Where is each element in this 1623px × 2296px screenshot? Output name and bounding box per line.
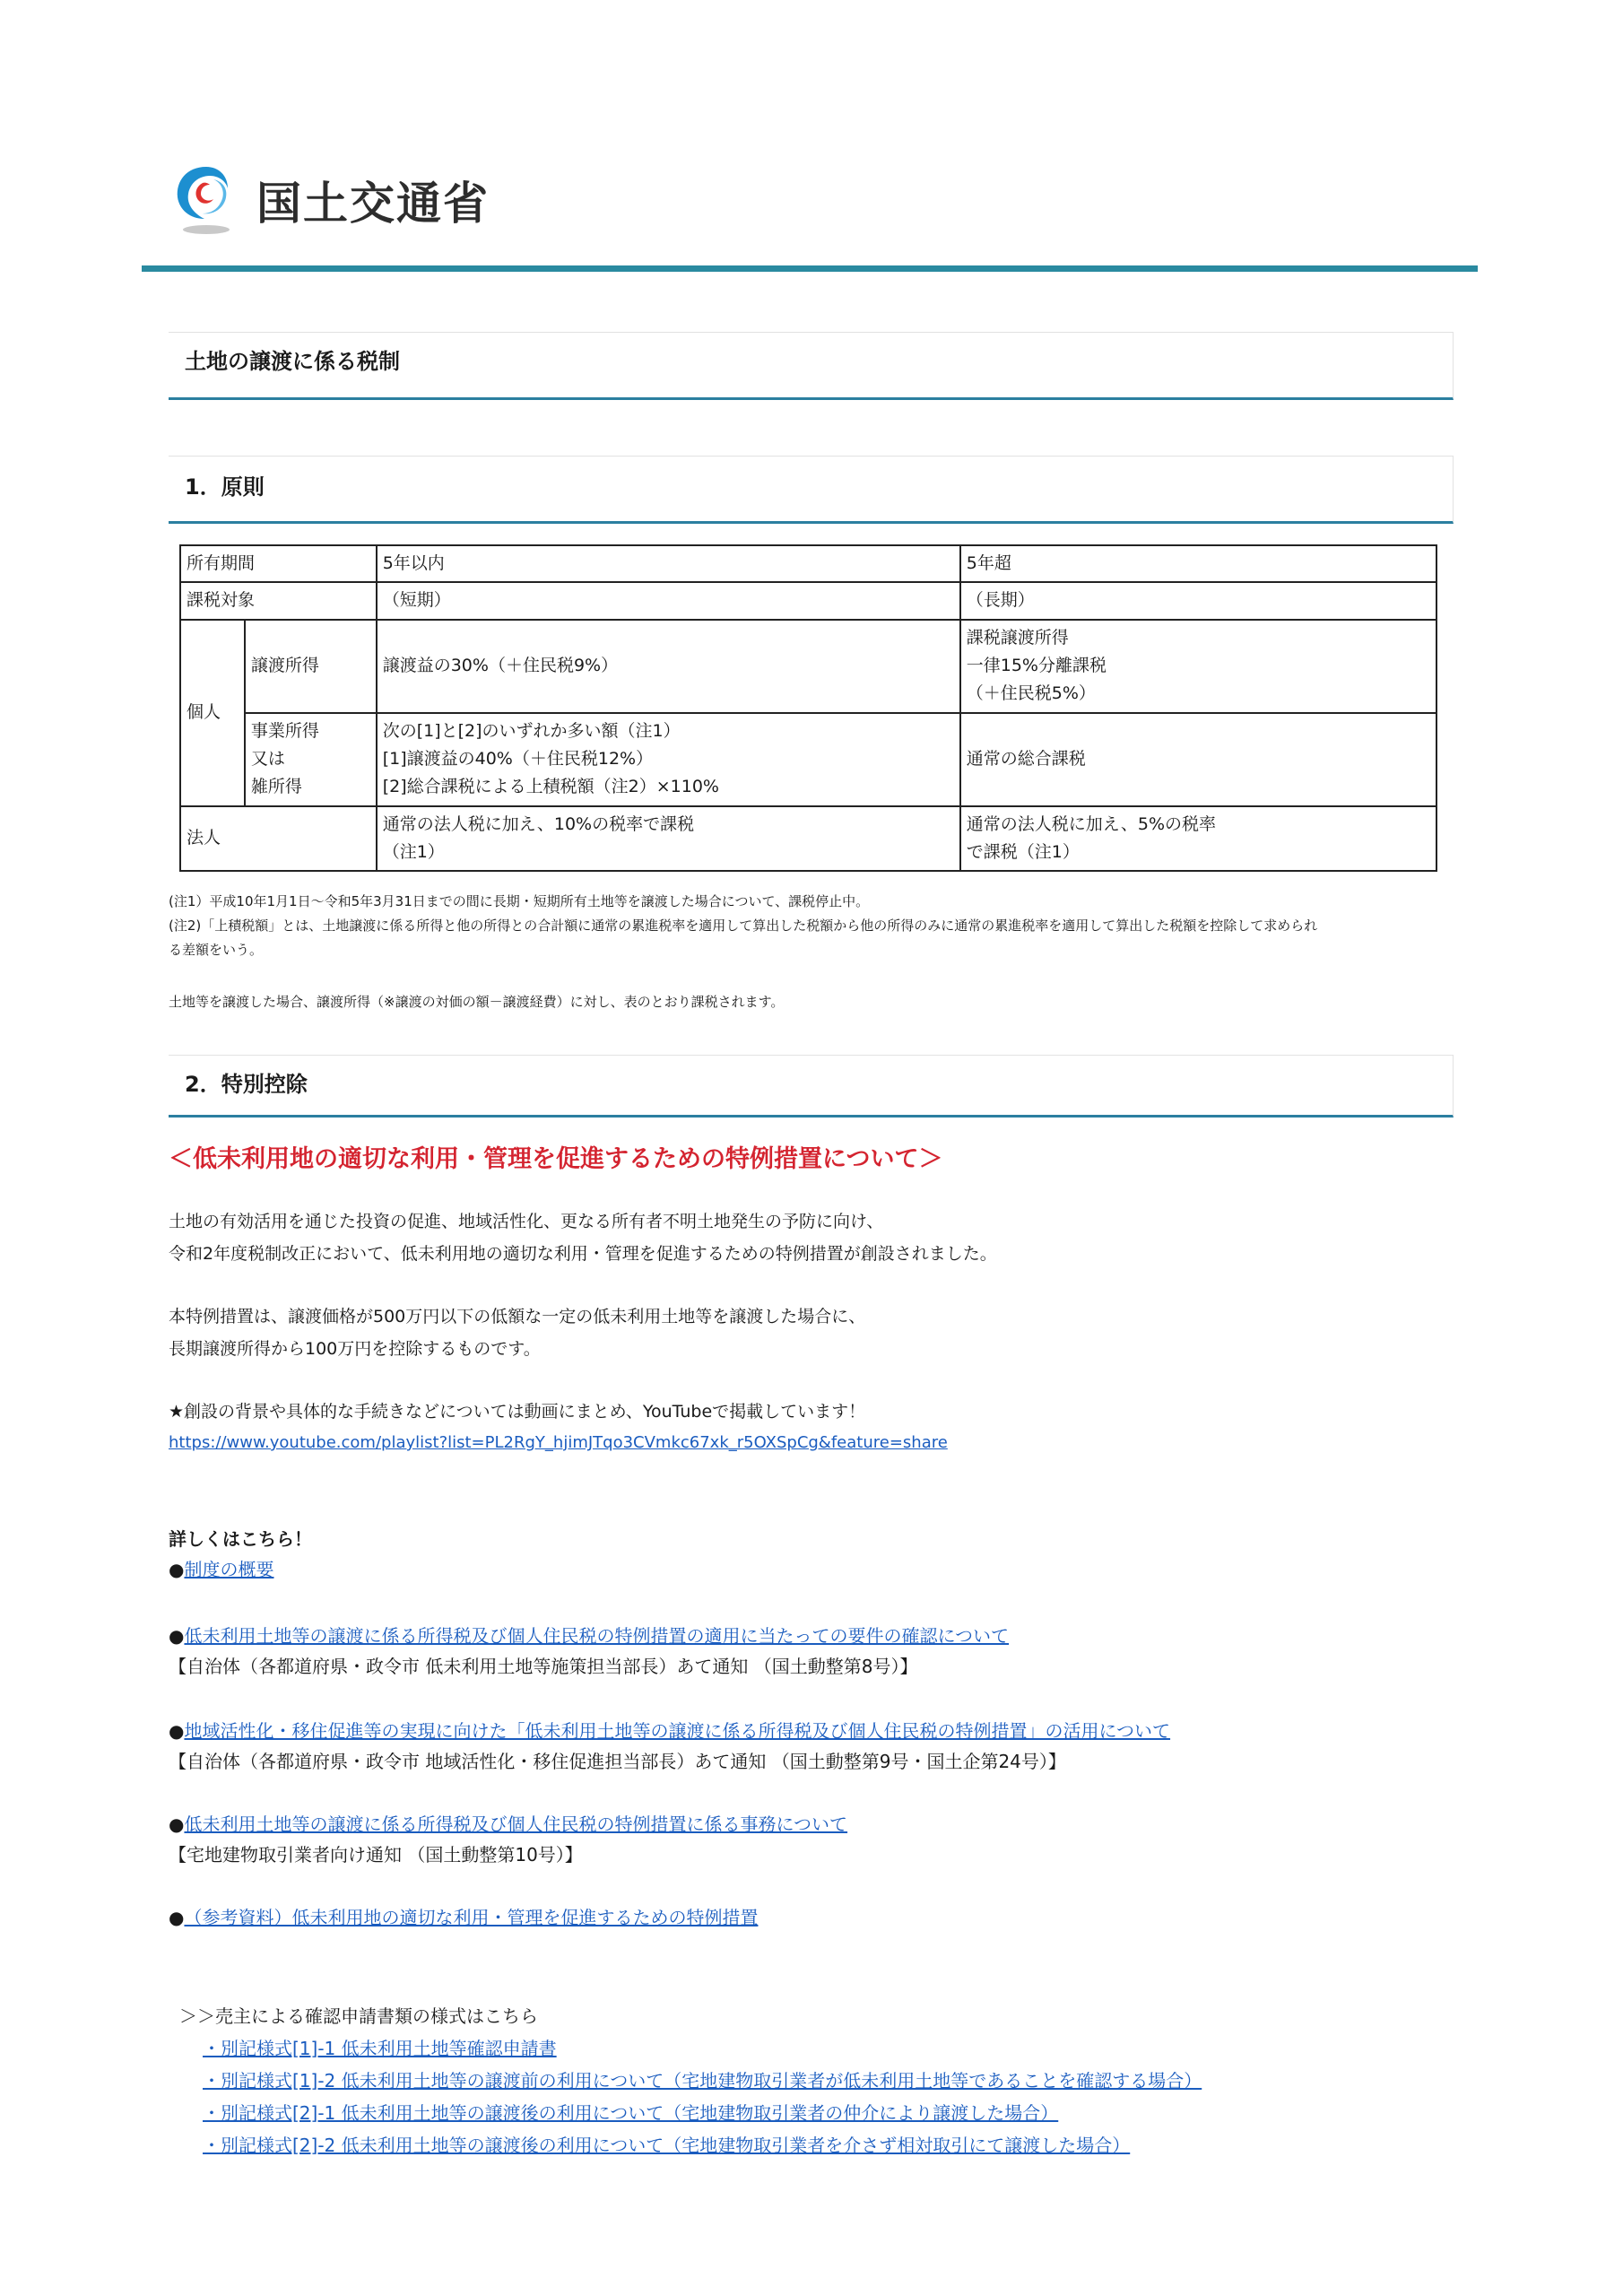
section-2-header [169, 1055, 1454, 1118]
section-1-header [169, 456, 1454, 524]
cell-period-long: 5年超 [960, 545, 1436, 582]
cell-target-label: 課税対象 [180, 582, 377, 619]
page-title-box [169, 332, 1454, 400]
list-item [169, 1555, 273, 1581]
header-divider [142, 265, 1478, 272]
note-2-cont: る差額をいう。 [169, 942, 264, 958]
cell-target-long: （長期） [960, 582, 1436, 619]
logo-text: 国土交通省 [256, 178, 490, 230]
table-row [180, 582, 1436, 619]
link-requirements[interactable]: 低未利用土地等の譲渡に係る所得税及び個人住民税の特例措置の適用に当たっての要件の確認について [184, 1625, 1010, 1647]
link-regional-revitalization-note: 【自治体（各都道府県・政令市 地域活性化・移住促進担当部長）あて通知 （国土動整第9号・国土企第24号）】 [169, 1751, 1066, 1772]
link-overview[interactable]: 制度の概要 [184, 1559, 274, 1580]
bullet-icon: ● [169, 1813, 185, 1835]
paragraph-1: 土地の有効活用を通じた投資の促進、地域活性化、更なる所有者不明土地発生の予防に向け、 令和2年度税制改正において、低未利用地の適切な利用・管理を促進するための特例措置が創設されました。 [169, 1212, 997, 1264]
table-intro: 土地等を譲渡した場合、譲渡所得（※譲渡の対価の額－譲渡経費）に対し、表のとおり課税されます。 [169, 994, 785, 1010]
form-link-2-2[interactable]: ・別記様式[2]-2 低未利用土地等の譲渡後の利用について（宅地建物取引業者を介さず相対取引にて譲渡した場合） [203, 2135, 1131, 2156]
link-regional-revitalization[interactable]: 地域活性化・移住促進等の実現に向けた「低未利用土地等の譲渡に係る所得税及び個人住民税の特例措置」の活用について [184, 1720, 1171, 1742]
cell-jigyo-long: 通常の総合課税 [960, 713, 1436, 806]
tax-table [179, 544, 1437, 872]
bullet-icon: ● [169, 1559, 185, 1580]
form-link-1-2[interactable]: ・別記様式[1]-2 低未利用土地等の譲渡前の利用について（宅地建物取引業者が低未利用土地等であることを確認する場合） [203, 2070, 1202, 2092]
paragraph-2: 本特例措置は、譲渡価格が500万円以下の低額な一定の低未利用土地等を譲渡した場合に、 長期譲渡所得から100万円を控除するものです。 [169, 1307, 866, 1359]
table-row [180, 713, 1436, 806]
cell-jouto-long: 課税譲渡所得 一律15%分離課税 （＋住民税5%） [960, 620, 1436, 713]
link-business-procedures-note: 【宅地建物取引業者向け通知 （国土動整第10号）】 [169, 1844, 583, 1866]
cell-period-short: 5年以内 [377, 545, 960, 582]
form-link-2-1[interactable]: ・別記様式[2]-1 低未利用土地等の譲渡後の利用について（宅地建物取引業者の仲介により譲渡した場合） [203, 2102, 1059, 2124]
section-1-title: 1．原則 [185, 474, 265, 500]
form-link-1-1[interactable]: ・別記様式[1]-1 低未利用土地等確認申請書 [203, 2038, 557, 2059]
note-1: (注1）平成10年1月1日～令和5年3月31日までの間に長期・短期所有土地等を譲渡した場合について、課税停止中。 [169, 893, 870, 909]
table-row [180, 620, 1436, 713]
list-item [169, 1903, 758, 1929]
cell-hojin-long: 通常の法人税に加え、5%の税率 で課税（注1） [960, 806, 1436, 872]
cell-jouto-short: 譲渡益の30%（＋住民税9%） [377, 620, 960, 713]
ministry-logo [170, 161, 490, 239]
list-item [169, 1810, 847, 1836]
cell-hojin-label: 法人 [180, 806, 377, 872]
page-title: 土地の譲渡に係る税制 [185, 349, 400, 374]
table-row [180, 545, 1436, 582]
cell-jigyo-label: 事業所得 又は 雑所得 [245, 713, 377, 806]
link-requirements-note: 【自治体（各都道府県・政令市 低未利用土地等施策担当部長）あて通知 （国土動整第8号）】 [169, 1656, 918, 1677]
cell-jigyo-short: 次の[1]と[2]のいずれか多い額（注1） [1]譲渡益の40%（＋住民税12%） [2]総合課税による上積税額（注2）×110% [377, 713, 960, 806]
table-notes [169, 890, 1460, 962]
table-row [180, 806, 1436, 872]
link-business-procedures[interactable]: 低未利用土地等の譲渡に係る所得税及び個人住民税の特例措置に係る事務について [184, 1813, 848, 1835]
cell-jouto-label: 譲渡所得 [245, 620, 377, 713]
youtube-link-wrap [169, 1433, 948, 1452]
cell-hojin-short: 通常の法人税に加え、10%の税率で課税 （注1） [377, 806, 960, 872]
bullet-icon: ● [169, 1720, 185, 1742]
list-item [169, 1717, 1170, 1743]
cell-period-label: 所有期間 [180, 545, 377, 582]
youtube-note: ★創設の背景や具体的な手続きなどについては動画にまとめ、YouTubeで掲載しています！ [169, 1402, 866, 1422]
details-label: 詳しくはこちら！ [169, 1528, 312, 1550]
youtube-link[interactable]: https://www.youtube.com/playlist?list=PL2RgY_hjimJTqo3CVmkc67xk_r5OXSpCg&feature=share [169, 1433, 948, 1452]
section-2-title: 2．特別控除 [185, 1072, 308, 1097]
mlit-logo-icon [170, 161, 242, 239]
application-forms [179, 2000, 1202, 2161]
forms-heading: ＞＞売主による確認申請書類の様式はこちら [179, 2005, 538, 2027]
bullet-icon: ● [169, 1907, 185, 1928]
list-item [169, 1622, 1009, 1648]
bullet-icon: ● [169, 1625, 185, 1647]
link-reference-material[interactable]: （参考資料）低未利用地の適切な利用・管理を促進するための特例措置 [184, 1907, 759, 1928]
note-2: (注2)「上積税額」とは、土地譲渡に係る所得と他の所得との合計額に通常の累進税率を適用して算出した税額から他の所得のみに通常の累進税率を適用して算出した税額を控除して求められ [169, 918, 1318, 934]
cell-target-short: （短期） [377, 582, 960, 619]
special-measure-heading: ＜低未利用地の適切な利用・管理を促進するための特例措置について＞ [169, 1145, 943, 1173]
cell-kojin: 個人 [180, 620, 245, 806]
